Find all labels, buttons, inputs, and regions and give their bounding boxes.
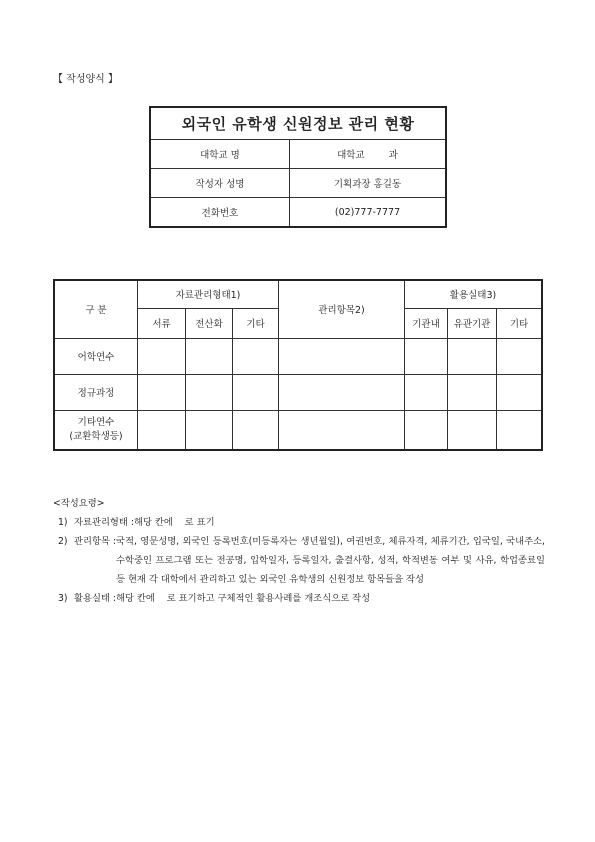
header-usage: 활용실태3)	[405, 280, 543, 308]
table-row	[54, 338, 542, 374]
cell[interactable]	[405, 410, 448, 450]
note-key: 관리항목 :	[74, 536, 117, 547]
cell[interactable]	[448, 374, 497, 410]
cell[interactable]	[186, 338, 233, 374]
info-label-phone: 전화번호	[150, 198, 290, 228]
row-label-other	[54, 410, 138, 450]
row-label-language: 어학연수	[54, 338, 138, 374]
note-number: 1)	[58, 517, 68, 528]
info-value-phone: (02)777-7777	[290, 198, 447, 228]
note-text: 해당 칸에 로 표기	[133, 517, 215, 528]
cell[interactable]	[186, 410, 233, 450]
header-management-form: 자료관리형태1)	[138, 280, 279, 308]
note-key: 자료관리형태 :	[74, 517, 134, 528]
writing-guide	[53, 494, 545, 608]
cell[interactable]	[497, 410, 543, 450]
cell[interactable]	[279, 410, 405, 450]
info-label-writer: 작성자 성명	[150, 169, 290, 198]
note-text: 해당 칸에 로 표기하고 구체적인 활용사례를 개조식으로 작성	[116, 593, 371, 604]
info-table	[149, 106, 447, 228]
status-table	[53, 279, 543, 451]
cell[interactable]	[497, 374, 543, 410]
subheader-usage-other: 기타	[497, 308, 543, 338]
subheader-management-other: 기타	[233, 308, 279, 338]
list-item	[53, 589, 545, 608]
row-label-regular: 정규과정	[54, 374, 138, 410]
form-tag: 【 작성양식 】	[53, 74, 118, 85]
list-item	[53, 532, 545, 589]
cell[interactable]	[405, 374, 448, 410]
info-label-university: 대학교 명	[150, 140, 290, 169]
list-item	[53, 513, 545, 532]
cell[interactable]	[279, 338, 405, 374]
header-category: 구 분	[54, 280, 138, 338]
table-row	[54, 374, 542, 410]
cell[interactable]	[448, 410, 497, 450]
subheader-internal: 기관내	[405, 308, 448, 338]
cell[interactable]	[138, 338, 186, 374]
note-key: 활용실태 :	[74, 593, 117, 604]
info-value-writer: 기획과장 홍길동	[290, 169, 447, 198]
table-row	[54, 410, 542, 450]
writing-guide-heading: <작성요령>	[53, 498, 105, 509]
cell[interactable]	[138, 410, 186, 450]
subheader-document: 서류	[138, 308, 186, 338]
cell[interactable]	[279, 374, 405, 410]
info-value-university: 대학교 과	[290, 140, 447, 169]
cell[interactable]	[497, 338, 543, 374]
cell[interactable]	[233, 374, 279, 410]
cell[interactable]	[448, 338, 497, 374]
info-title: 외국인 유학생 신원정보 관리 현황	[150, 107, 446, 140]
note-text: 국적, 영문성명, 외국인 등록번호(미등록자는 생년월일), 여권번호, 체류자격, 체류기간, 입국일, 국내주소, 수학중인 프로그램 또는 전공명, 입학일자, 등록일자, 출결사항, 성적, 학적변동 여부 및 사유, 학업종료일 등 현재 각 대학에서 관리하고 있는 외국인 유학생의 신원정보 항목들을 작성	[116, 536, 545, 585]
note-number: 2)	[58, 536, 68, 547]
row-label-other-line1: 기타연수	[77, 416, 115, 428]
cell[interactable]	[233, 338, 279, 374]
subheader-related-agency: 유관기관	[448, 308, 497, 338]
cell[interactable]	[405, 338, 448, 374]
note-number: 3)	[58, 593, 68, 604]
row-label-other-line2: (교환학생등)	[69, 430, 123, 442]
cell[interactable]	[138, 374, 186, 410]
header-management-items: 관리항목2)	[279, 280, 405, 338]
subheader-computerized: 전산화	[186, 308, 233, 338]
cell[interactable]	[186, 374, 233, 410]
cell[interactable]	[233, 410, 279, 450]
